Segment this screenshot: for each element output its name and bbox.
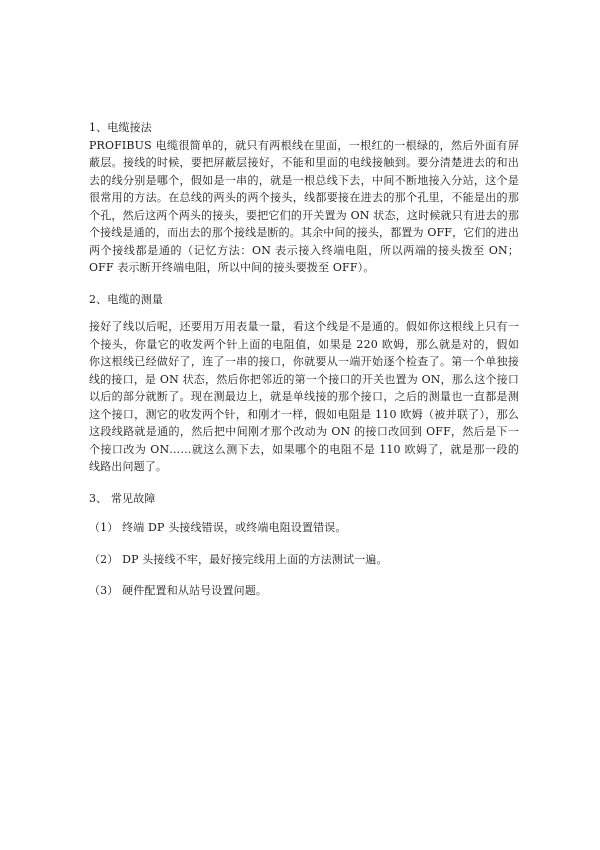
section-2-paragraph: 接好了线以后呢，还要用万用表量一量，看这个线是不是通的。假如你这根线上只有一个接头，你量它的收发两个针上面的电阻值，如果是 220 欧姆，那么就是对的，假如你这根线已经做好了，连了一串的接口，你就要从一端开始逐个检查了。第一个单独接线的接口，是 ON 状态，然后你把邻近的第一个接口的开关也置为 ON，那么这个接口以后的部分就断了。现在测最边上，就是单线接的那个接口，之后的测量也一直都是测这个接口，测它的收发两个针，和刚才一样，假如电阻是 110 欧姆（被并联了），那么这段线路就是通的，然后把中间刚才那个改动为 ON 的接口改回到 OFF，然后是下一个接口改为 ON……就这么测下去，如果哪个的电阻不是 110 欧姆了，就是那一段的线路出问题了。 xyxy=(89,320,519,473)
fault-item-1: （1） 终端 DP 头接线错误，或终端电阻设置错误。 xyxy=(89,521,347,534)
section-3-heading: 3、 常见故障 xyxy=(89,491,156,505)
section-1-heading: 1、电缆接法 xyxy=(89,121,152,134)
fault-list xyxy=(89,519,519,600)
fault-item-2: （2） DP 头接线不牢，最好接完线用上面的方法测试一遍。 xyxy=(89,552,388,566)
section-2-heading: 2、电缆的测量 xyxy=(89,292,164,306)
fault-item-3: （3） 硬件配置和从站号设置问题。 xyxy=(89,584,268,597)
section-1-paragraph: PROFIBUS 电缆很简单的，就只有两根线在里面，一根红的一根绿的，然后外面有屏蔽层。接线的时候，要把屏蔽层接好，不能和里面的电线接触到。要分清楚进去的和出去的线分别是哪个，假如是一串的，就是一根总线下去，中间不断地接入分站，这个是很常用的方法。在总线的两头的两个接头，线都要接在进去的那个孔里，不能是出的那个孔，然后这两个两头的接头，要把它们的开关置为 ON 状态，这时候就只有进去的那个接线是通的，而出去的那个接线是断的。其余中间的接头，都置为 OFF，它们的进出两个接线都是通的（记忆方法：ON 表示接入终端电阻，所以两端的接头拨至 ON；OFF 表示断开终端电阻，所以中间的接头要拨至 OFF）。 xyxy=(89,138,519,274)
document-body xyxy=(89,119,519,600)
